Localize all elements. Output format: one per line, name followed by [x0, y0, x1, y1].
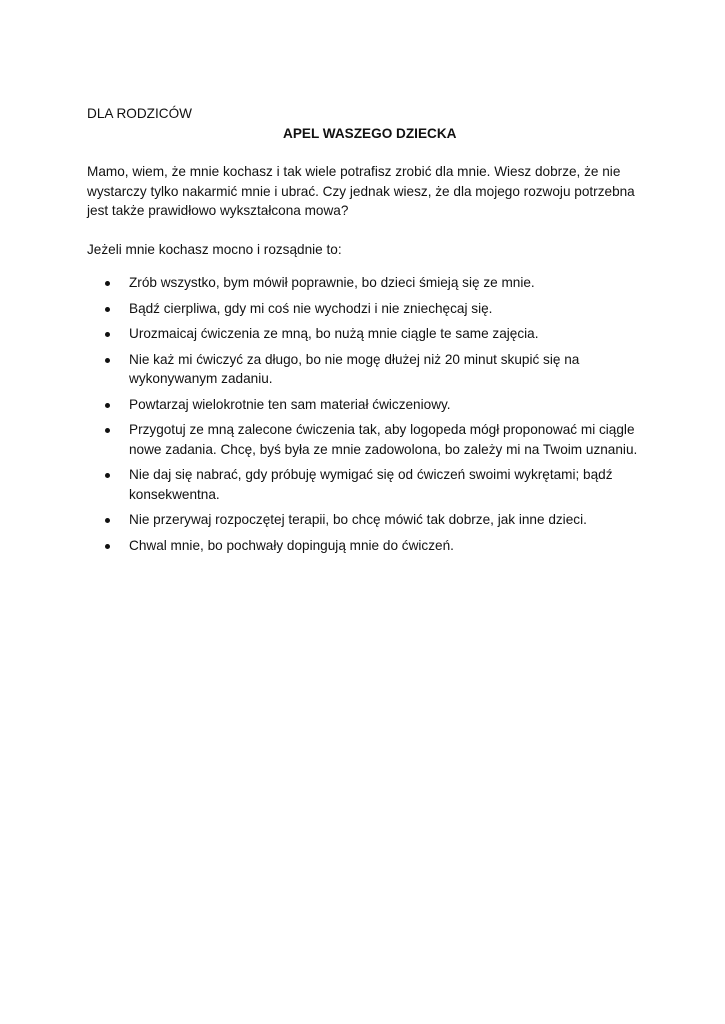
list-item	[87, 273, 647, 293]
list-item-text: Powtarzaj wielokrotnie ten sam materiał ćwiczeniowy.	[129, 396, 451, 412]
list-item-text: Bądź cierpliwa, gdy mi coś nie wychodzi i nie zniechęcaj się.	[129, 300, 493, 316]
list-item-text: Zrób wszystko, bym mówił poprawnie, bo dzieci śmieją się ze mnie.	[129, 275, 535, 290]
list-item-text: Przygotuj ze mną zalecone ćwiczenia tak, aby logopeda mógł proponować mi ciągle nowe zadania. Chcę, byś była ze mnie zadowolona, bo zależy mi na Twoim uznaniu.	[129, 422, 638, 457]
list-item-text: Nie daj się nabrać, gdy próbuję wymigać się od ćwiczeń swoimi wykrętami; bądź konsekwentna.	[129, 467, 613, 502]
list-item	[87, 350, 647, 389]
list-item	[87, 465, 647, 504]
bullet-icon	[105, 473, 110, 478]
bullet-icon	[105, 358, 110, 363]
section-label: DLA RODZICÓW	[87, 106, 192, 121]
list-item	[87, 420, 647, 459]
bullet-icon	[105, 518, 110, 523]
list-item	[87, 395, 647, 415]
document-title: APEL WASZEGO DZIECKA	[283, 125, 457, 141]
list-item-text: Nie przerywaj rozpoczętej terapii, bo chcę mówić tak dobrze, jak inne dzieci.	[129, 512, 587, 527]
list-item-text: Nie każ mi ćwiczyć za długo, bo nie mogę dłużej niż 20 minut skupić się na wykonywanym zadaniu.	[129, 351, 580, 386]
bullet-icon	[105, 544, 110, 549]
appeal-list	[87, 273, 647, 555]
intro-line: jest także prawidłowo wykształcona mowa?	[87, 203, 349, 218]
list-item	[87, 324, 647, 344]
list-item-text: Chwal mnie, bo pochwały dopingują mnie do ćwiczeń.	[129, 537, 454, 553]
lead-sentence: Jeżeli mnie kochasz mocno i rozsądnie to:	[87, 241, 342, 257]
intro-paragraph	[87, 162, 647, 221]
intro-line: wystarczy tylko nakarmić mnie i ubrać. Czy jednak wiesz, że dla mojego rozwoju potrzebna	[87, 183, 635, 199]
list-item-text: Urozmaicaj ćwiczenia ze mną, bo nużą mnie ciągle te same zajęcia.	[129, 326, 539, 341]
list-item	[87, 299, 647, 319]
bullet-icon	[105, 403, 110, 408]
intro-line: Mamo, wiem, że mnie kochasz i tak wiele potrafisz zrobić dla mnie. Wiesz dobrze, że nie	[87, 164, 621, 179]
bullet-icon	[105, 428, 110, 433]
bullet-icon	[105, 307, 110, 312]
bullet-icon	[105, 281, 110, 286]
bullet-icon	[105, 332, 110, 337]
list-item	[87, 510, 647, 530]
list-item	[87, 536, 647, 556]
document-body	[87, 104, 647, 561]
